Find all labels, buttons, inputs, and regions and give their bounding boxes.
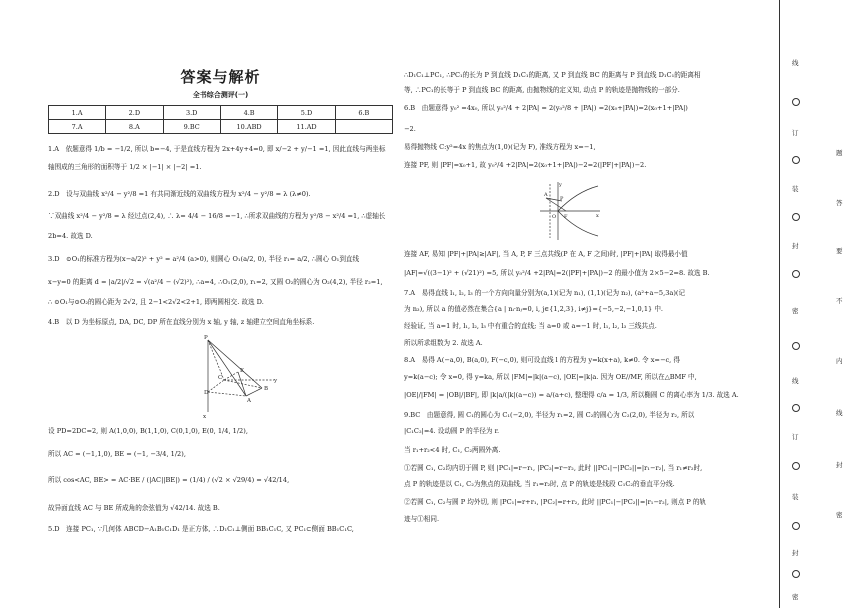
solution-line: 点 P 的轨迹是以 C₁, C₂为焦点的双曲线, 当 r₁=r₂时, 点 P 的轨迹是线段 C₁C₂的垂直平分线.: [404, 480, 675, 488]
solution-line: |C₁C₂|=4. 设动圆 P 的半径为 r.: [404, 427, 500, 435]
binding-word: 不: [836, 297, 843, 305]
binding-circle: [792, 98, 800, 106]
binding-word: 题: [836, 149, 843, 157]
binding-mark: 装: [792, 493, 799, 501]
binding-circle: [792, 570, 800, 578]
binding-word: 封: [836, 461, 843, 469]
svg-text:F: F: [564, 214, 568, 220]
solution-line: ∴D₁C₁⊥PC₁, ∴PC₁的长为 P 到直线 D₁C₁的距离, 又 P 到直线 BC 的距离与 P 到直线 D₁C₁的距离相: [404, 71, 701, 79]
solution-line: 为 n₃), 所以 a 的值必然在集合{a | nᵢ·nⱼ=0, i, j∈{1,2,3}, i≠j}={−5,−2,−1,0,1} 中.: [404, 305, 664, 313]
solution-line: 2b=4. 故选 D.: [48, 232, 93, 240]
svg-text:y: y: [274, 378, 278, 384]
solution-line: |OE|/|FM| = |OB|/|BF|, 即 |k|a/(|k|(a−c)) = a/(a+c), 整理得 c/a = 1/3, 所以椭圆 C 的离心率为 1/3. 故选 A.: [404, 391, 739, 399]
solution-line: 6.B 由题意得 y₀² =4x₀, 所以 y₀²/4 + 2|PA| = 2(y₀²/8 + |PA|) =2(x₀+|PA|)=2(x₀+1+|PA|): [404, 104, 688, 112]
page-subtitle: 全书综合测评(一): [192, 91, 249, 99]
solution-line: 所以所求组数为 2. 故选 A.: [404, 339, 483, 347]
solution-line: 当 r₁+r₂<4 时, C₁, C₂两圆外离.: [404, 446, 501, 454]
solution-line: y=k(a−c); 令 x=0, 得 y=ka, 所以 |FM|=|k|(a−c), |OE|=|k|a. 因为 OE//MF, 所以在△BMF 中,: [404, 373, 697, 381]
binding-mark: 密: [792, 307, 799, 315]
solution-line: 7.A 易得直线 l₁, l₂, l₃ 的一个方向向量分别为(a,1)(记为 n₁), (1,1)(记为 n₂), (a²+a−5,3a)(记: [404, 289, 686, 297]
solution-line: ①若圆 C₁, C₂均内切于圆 P, 则 |PC₁|=r−r₁, |PC₂|=r−r₂, 此时 ||PC₁|−|PC₂||=|r₁−r₂|, 当 r₁≠r₂时,: [404, 464, 703, 472]
svg-text:A: A: [247, 398, 251, 404]
solution-line: 所以 AC = (−1,1,0), BE = (−1, −3/4, 1/2),: [48, 450, 186, 458]
solution-line: 易得抛物线 C:y²=4x 的焦点为(1,0)(记为 F), 准线方程为 x=−1,: [404, 143, 596, 151]
parabola-figure: [536, 180, 602, 242]
svg-text:B: B: [264, 386, 269, 392]
binding-mark: 封: [792, 242, 799, 250]
binding-margin: [776, 0, 860, 608]
table-cell: 2.D: [106, 106, 163, 120]
solution-line: 连接 AF, 易知 |PF|+|PA|≥|AF|, 当 A, P, F 三点共线(P 在 A, F 之间)时, |PF|+|PA| 取得最小值: [404, 250, 688, 258]
solution-line: 轴围成的三角形的面积等于 1/2 × |−1| × |−2| =1.: [48, 163, 202, 171]
solution-line: 连接 PF, 则 |PF|=x₀+1, 故 y₀²/4 +2|PA|=2(x₀+1+|PA|)−2=2(|PF|+|PA|)−2.: [404, 161, 647, 169]
solution-line: ②若圆 C₁, C₂与圆 P 均外切, 则 |PC₁|=r+r₁, |PC₂|=r+r₂, 此时 ||PC₁|−|PC₂||=|r₁−r₂|, 则点 P 的轨: [404, 498, 707, 506]
table-cell: 4.B: [220, 106, 277, 120]
binding-word: 内: [836, 357, 843, 365]
table-cell: 9.BC: [163, 120, 220, 134]
svg-text:x: x: [596, 213, 599, 219]
solution-line: x−y=0 的距离 d = |a/2|/√2 = √(a²/4 − (√2)²), ∴a=4, ∴O₁(2,0), r₁=2, 又圆 O₂的圆心为 O₂(4,2), 半径 r₂=1,: [48, 278, 383, 286]
binding-word: 密: [836, 511, 843, 519]
table-row: [49, 120, 393, 134]
answer-table: [48, 105, 393, 134]
binding-circle: [792, 270, 800, 278]
table-cell: 5.D: [278, 106, 335, 120]
table-cell: 3.D: [163, 106, 220, 120]
binding-circle: [792, 213, 800, 221]
table-cell: 6.B: [335, 106, 392, 120]
table-cell: 7.A: [49, 120, 106, 134]
solution-line: 1.A 依题意得 1/b = −1/2, 所以 b=−4, 于是直线方程为 2x+4y+4=0, 即 x/−2 + y/−1 =1, 因此直线与两坐标: [48, 145, 386, 153]
solution-line: 9.BC 由题意得, 圆 C₁的圆心为 C₁(−2,0), 半径为 r₁=2, 圆 C₂的圆心为 C₂(2,0), 半径为 r₂, 所以: [404, 411, 695, 419]
binding-mark: 订: [792, 129, 799, 137]
table-cell: 8.A: [106, 120, 163, 134]
solution-line: 5.D 连接 PC₁, ∵几何体 ABCD−A₁B₁C₁D₁ 是正方体, ∴D₁C₁⊥侧面 BB₁C₁C, 又 PC₁⊂侧面 BB₁C₁C,: [48, 525, 354, 533]
svg-text:x: x: [203, 414, 207, 420]
binding-circle: [792, 342, 800, 350]
svg-text:y: y: [559, 182, 562, 188]
solution-line: ∴ ⊙O₁与⊙O₂的圆心距为 2√2, 且 2−1<2√2<2+1, 即两圆相交. 故选 D.: [48, 298, 264, 306]
binding-mark: 密: [792, 593, 799, 601]
binding-word: 要: [836, 247, 843, 255]
binding-mark: 线: [792, 377, 799, 385]
svg-text:C: C: [218, 375, 223, 381]
binding-word: 答: [836, 199, 843, 207]
binding-mark: 装: [792, 185, 799, 193]
binding-mark: 线: [792, 59, 799, 67]
solution-line: 设 PD=2DC=2, 则 A(1,0,0), B(1,1,0), C(0,1,0), E(0, 1/4, 1/2),: [48, 427, 248, 435]
svg-text:P: P: [560, 196, 564, 202]
svg-text:O: O: [552, 214, 557, 220]
pyramid-figure: [178, 332, 278, 420]
solution-line: 等, ∴PC₁的长等于 P 到直线 BC 的距离, 由抛物线的定义知, 动点 P 的轨迹是抛物线的一部分.: [404, 86, 680, 94]
svg-text:D: D: [204, 390, 209, 396]
solution-line: |AF|=√((3−1)² + (√21)²) =5, 所以 y₀²/4 +2|PA|=2(|PF|+|PA|)−2 的最小值为 2×5−2=8. 故选 B.: [404, 269, 710, 277]
table-cell: 10.ABD: [220, 120, 277, 134]
binding-circle: [792, 522, 800, 530]
solution-line: 3.D ⊙O₁的标准方程为(x−a/2)² + y² = a²/4 (a>0), 则圆心 O₁(a/2, 0), 半径 r₁= a/2, ∴圆心 O₁到直线: [48, 255, 360, 263]
binding-word: 线: [836, 409, 843, 417]
solution-line: 经验证, 当 a=1 时, l₁, l₂, l₃ 中有重合的直线; 当 a=0 或 a=−1 时, l₁, l₂, l₃ 三线共点.: [404, 322, 657, 330]
solution-line: 2.D 设与双曲线 x²/4 − y²/8 =1 有共同渐近线的双曲线方程为 x²/4 − y²/8 = λ (λ≠0).: [48, 190, 311, 198]
binding-circle: [792, 156, 800, 164]
table-cell: 1.A: [49, 106, 106, 120]
binding-circle: [792, 404, 800, 412]
table-cell: 11.AD: [278, 120, 335, 134]
solution-line: 迹与①相同.: [404, 515, 440, 523]
table-cell: [335, 120, 392, 134]
svg-text:E: E: [240, 368, 245, 374]
solution-line: 所以 cos<AC, BE> = AC·BE / (|AC||BE|) = (1/4) / (√2 × √29/4) = √42/14,: [48, 476, 290, 484]
binding-mark: 订: [792, 433, 799, 441]
svg-text:A: A: [544, 192, 548, 198]
table-row: [49, 106, 393, 120]
solution-line: ∵双曲线 x²/4 − y²/8 = λ 经过点(2,4), ∴ λ= 4/4 − 16/8 =−1, ∴所求双曲线的方程为 y²/8 − x²/4 =1, ∴虚轴长: [48, 212, 386, 220]
svg-text:P: P: [204, 335, 208, 341]
solution-line: −2.: [404, 125, 416, 133]
solution-line: 故异面直线 AC 与 BE 所成角的余弦值为 √42/14. 故选 B.: [48, 504, 220, 512]
solution-line: 4.B 以 D 为坐标原点, DA, DC, DP 所在直线分别为 x 轴, y 轴, z 轴建立空间直角坐标系.: [48, 318, 315, 326]
binding-circle: [792, 462, 800, 470]
solution-line: 8.A 易得 A(−a,0), B(a,0), F(−c,0), 则可设直线 l 的方程为 y=k(x+a), k≠0. 令 x=−c, 得: [404, 356, 680, 364]
binding-mark: 封: [792, 549, 799, 557]
page-title: 答案与解析: [180, 68, 261, 86]
